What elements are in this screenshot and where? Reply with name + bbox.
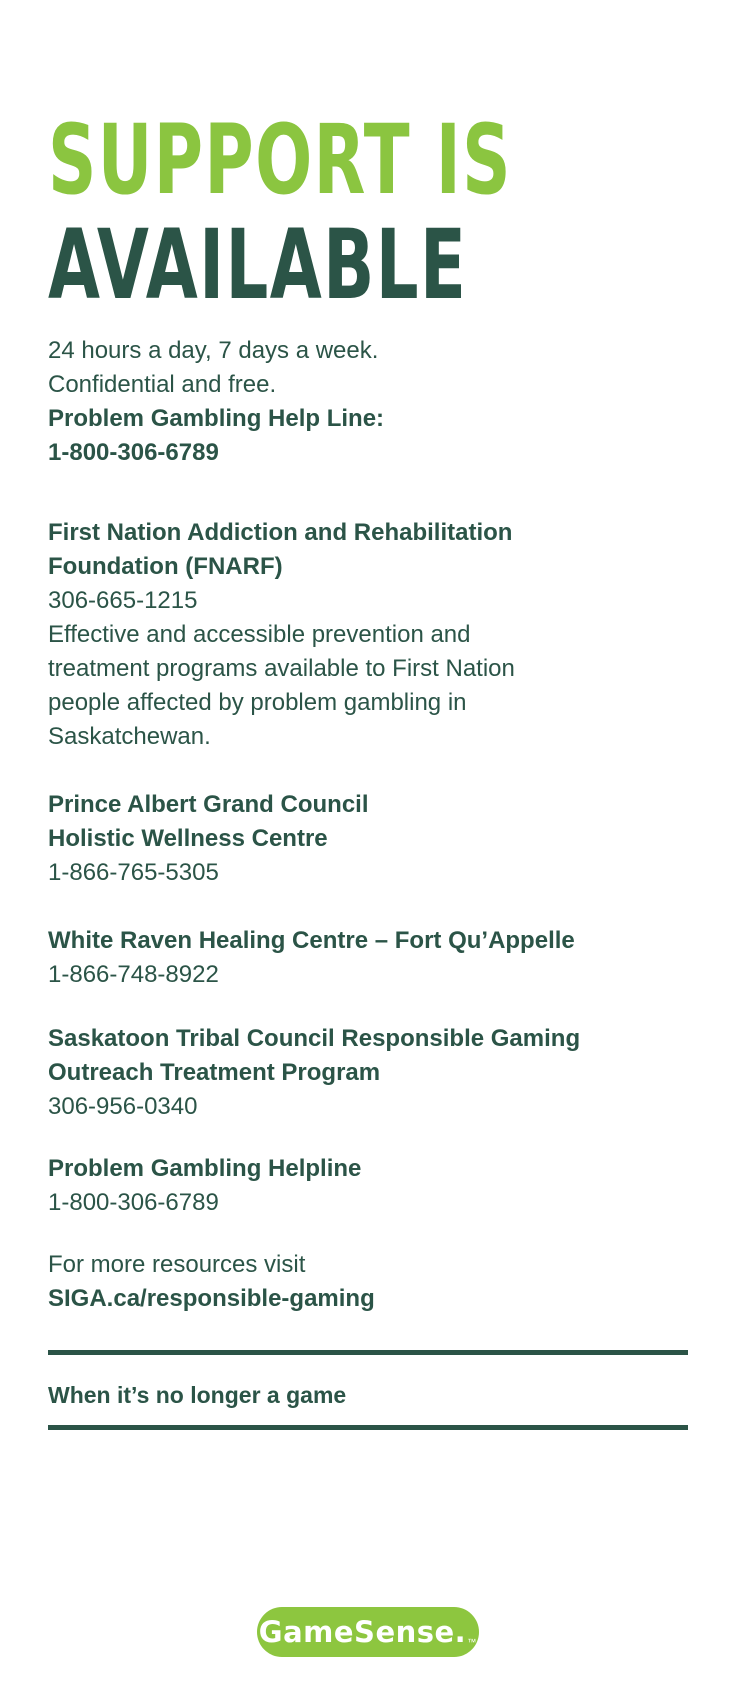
title-line-1: SUPPORT IS xyxy=(48,104,512,216)
resource-description-line: people affected by problem gambling in xyxy=(48,689,467,716)
resource-white-raven xyxy=(48,924,688,992)
resource-title-line: Problem Gambling Helpline xyxy=(48,1155,362,1182)
resource-description-line: Saskatchewan. xyxy=(48,723,211,750)
resource-phone: 306-665-1215 xyxy=(48,587,198,614)
resource-fnarf xyxy=(48,516,688,754)
resource-title-line: Outreach Treatment Program xyxy=(48,1059,381,1086)
resource-title-line: Saskatoon Tribal Council Responsible Gaming xyxy=(48,1025,581,1052)
resource-phone: 1-866-765-5305 xyxy=(48,859,219,886)
title-line-2: AVAILABLE xyxy=(48,209,468,321)
gamesense-logo xyxy=(257,1607,479,1657)
siga-link[interactable]: SIGA.ca/responsible-gaming xyxy=(48,1285,375,1312)
intro-confidential-text: Confidential and free. xyxy=(48,371,277,398)
resource-phone: 1-800-306-6789 xyxy=(48,1189,219,1216)
helpline-phone: 1-800-306-6789 xyxy=(48,439,219,466)
resource-title-line: Foundation (FNARF) xyxy=(48,553,283,580)
resource-title-line: First Nation Addiction and Rehabilitation xyxy=(48,519,513,546)
divider-bottom xyxy=(48,1425,688,1430)
resource-pagc xyxy=(48,788,688,890)
helpline-label: Problem Gambling Help Line: xyxy=(48,405,385,432)
trademark-icon: ™ xyxy=(467,1637,477,1647)
resource-helpline xyxy=(48,1152,688,1220)
page-title xyxy=(48,104,688,321)
more-resources-block xyxy=(48,1248,688,1316)
resource-phone: 1-866-748-8922 xyxy=(48,961,219,988)
gamesense-logo-text: GameSense. xyxy=(258,1615,467,1649)
resource-title-line: Holistic Wellness Centre xyxy=(48,825,328,852)
resource-stc xyxy=(48,1022,688,1124)
resource-title-line: White Raven Healing Centre – Fort Qu’Appelle xyxy=(48,927,575,954)
more-resources-label: For more resources visit xyxy=(48,1251,306,1278)
resource-description-line: Effective and accessible prevention and xyxy=(48,621,471,648)
resource-title-line: Prince Albert Grand Council xyxy=(48,791,369,818)
resource-phone: 306-956-0340 xyxy=(48,1093,198,1120)
intro-hours-text: 24 hours a day, 7 days a week. xyxy=(48,337,379,364)
tagline: When it’s no longer a game xyxy=(48,1382,347,1408)
resource-description-line: treatment programs available to First Nation xyxy=(48,655,515,682)
content-column xyxy=(48,104,688,1430)
intro-block xyxy=(48,334,688,470)
divider-top xyxy=(48,1350,688,1355)
